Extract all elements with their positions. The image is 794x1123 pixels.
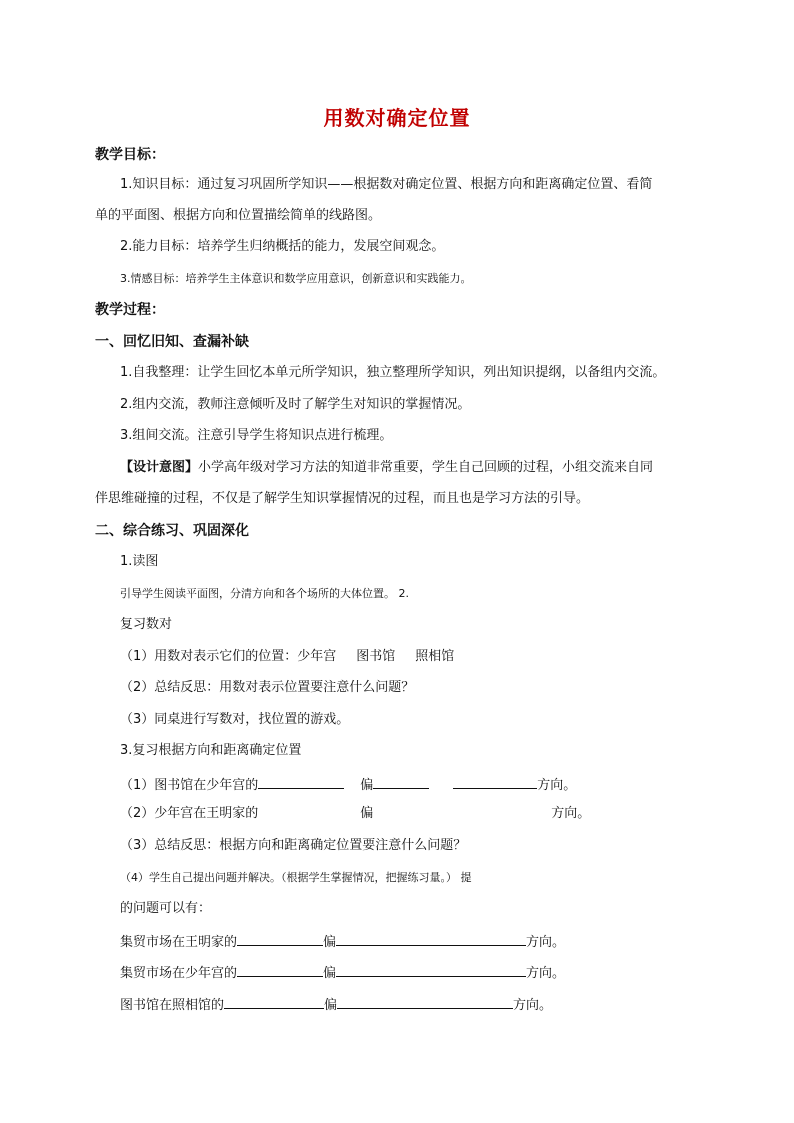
review-direction: 3.复习根据方向和距离确定位置	[120, 743, 302, 758]
section-1-step-3: 3.组间交流。注意引导学生将知识点进行梳理。	[120, 428, 393, 443]
example-3	[120, 994, 552, 1015]
example-1-suffix: 方向。	[526, 935, 566, 950]
example-1-label: 集贸市场在王明家的	[120, 935, 238, 950]
example-1	[120, 931, 565, 952]
page-title: 用数对确定位置	[323, 106, 471, 130]
goal-3: 3.情感目标：培养学生主体意识和数学应用意识，创新意识和实践能力。	[120, 272, 472, 285]
blank-q1-1[interactable]	[258, 774, 344, 789]
section-2-heading: 二、综合练习、巩固深化	[95, 523, 249, 539]
section-1-step-1: 1.自我整理：让学生回忆本单元所学知识，独立整理所学知识，列出知识提纲，以备组内交流。	[120, 365, 666, 380]
blank-q1-2[interactable]	[373, 774, 429, 789]
blank-e2-2[interactable]	[336, 962, 526, 977]
direction-q2-pian: 偏	[360, 806, 374, 821]
direction-q1-pian: 偏	[360, 778, 374, 793]
direction-q2-suffix: 方向。	[551, 806, 591, 821]
direction-q4: （4）学生自己提出问题并解决。（根据学生掌握情况，把握练习量。） 提	[120, 871, 472, 884]
example-2-suffix: 方向。	[526, 966, 566, 981]
goals-heading: 教学目标：	[95, 147, 165, 163]
direction-q2-label: （2）少年宫在王明家的	[120, 806, 259, 821]
example-1-pian: 偏	[323, 935, 337, 950]
goal-1-line-2: 单的平面图、根据方向和位置描绘简单的线路图。	[95, 208, 382, 223]
process-heading: 教学过程：	[95, 302, 165, 318]
design-intent-line-2: 伴思维碰撞的过程，不仅是了解学生知识掌握情况的过程，而且也是学习方法的引导。	[95, 491, 590, 506]
section-1-heading: 一、回忆旧知、查漏补缺	[95, 334, 249, 350]
read-map-desc: 引导学生阅读平面图，分清方向和各个场所的大体位置。 2.	[120, 587, 409, 600]
section-1-step-2: 2.组内交流，教师注意倾听及时了解学生对知识的掌握情况。	[120, 397, 471, 412]
blank-e3-2[interactable]	[337, 994, 513, 1009]
example-2-pian: 偏	[323, 966, 337, 981]
example-3-suffix: 方向。	[513, 998, 553, 1013]
pairs-item-1	[120, 648, 454, 666]
goal-1-line-1: 1.知识目标：通过复习巩固所学知识——根据数对确定位置、根据方向和距离确定位置、看简	[120, 177, 653, 192]
pairs-item-1-photo-studio: 照相馆	[415, 649, 455, 664]
blank-e3-1[interactable]	[224, 994, 324, 1009]
goal-2: 2.能力目标：培养学生归纳概括的能力，发展空间观念。	[120, 239, 445, 254]
read-map-item: 1.读图	[120, 554, 159, 569]
pairs-item-2: （2）总结反思：用数对表示位置要注意什么问题？	[120, 680, 415, 695]
pairs-item-3: （3）同桌进行写数对，找位置的游戏。	[120, 712, 350, 727]
blank-e2-1[interactable]	[237, 962, 323, 977]
review-pairs: 复习数对	[120, 617, 173, 632]
direction-q3: （3）总结反思：根据方向和距离确定位置要注意什么问题？	[120, 838, 467, 853]
direction-q1	[120, 774, 576, 795]
direction-q4-cont: 的问题可以有：	[120, 901, 212, 916]
blank-e1-2[interactable]	[336, 931, 526, 946]
example-2-label: 集贸市场在少年宫的	[120, 966, 238, 981]
design-intent-text: 小学高年级对学习方法的知道非常重要，学生自己回顾的过程，小组交流来自同	[198, 460, 654, 475]
pairs-item-1-library: 图书馆	[356, 649, 396, 664]
design-intent-label: 【设计意图】	[120, 460, 199, 475]
direction-q2	[120, 805, 590, 823]
example-3-pian: 偏	[324, 998, 338, 1013]
blank-q1-3[interactable]	[453, 774, 537, 789]
direction-q1-label: （1）图书馆在少年宫的	[120, 778, 259, 793]
example-3-label: 图书馆在照相馆的	[120, 998, 225, 1013]
pairs-item-1-label: （1）用数对表示它们的位置：少年宫	[120, 649, 337, 664]
blank-e1-1[interactable]	[237, 931, 323, 946]
design-intent-line-1	[120, 459, 653, 477]
direction-q1-suffix: 方向。	[537, 778, 577, 793]
example-2	[120, 962, 565, 983]
